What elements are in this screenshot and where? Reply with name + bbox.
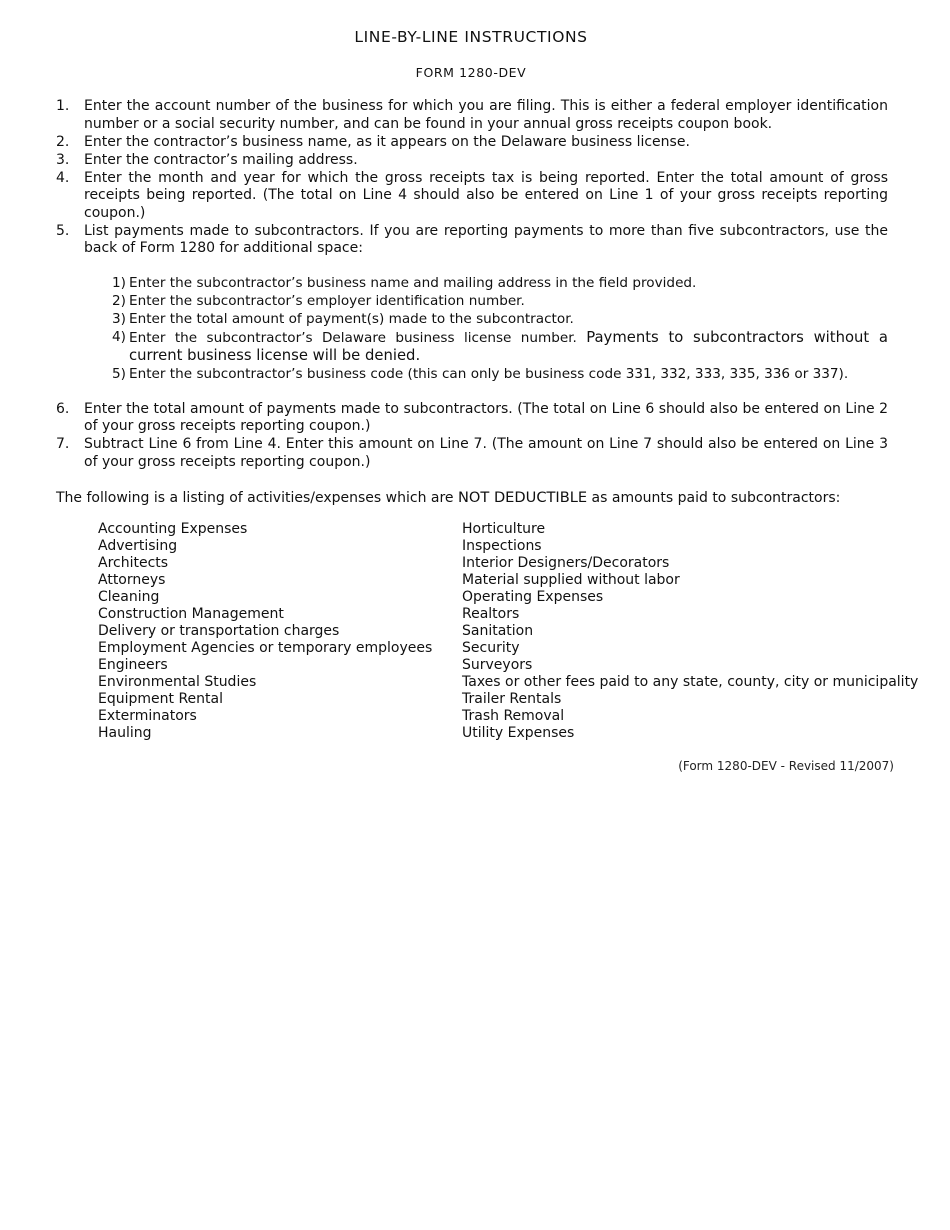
sub-step-4: [84, 329, 888, 366]
step-text: Enter the contractor’s mailing address.: [84, 151, 358, 168]
list-item: Taxes or other fees paid to any state, county, city or municipality: [462, 674, 919, 690]
sub-step-number: 1): [112, 274, 126, 291]
step-number: 4.: [56, 169, 70, 186]
sub-step-2: [84, 293, 888, 311]
list-item: Operating Expenses: [462, 589, 604, 605]
list-item: Trailer Rentals: [462, 691, 562, 707]
expenses-list-right: [462, 521, 919, 742]
sub-step-1: [84, 275, 888, 293]
list-item: Attorneys: [98, 572, 166, 588]
instruction-steps: [56, 98, 888, 472]
list-item: Hauling: [98, 725, 152, 741]
list-item: Architects: [98, 555, 169, 571]
sub-step-5: [84, 366, 888, 384]
step-text: Enter the contractor’s business name, as it appears on the Delaware business license.: [84, 133, 690, 150]
list-item: Environmental Studies: [98, 674, 257, 690]
sub-step-text: Enter the total amount of payment(s) made to the subcontractor.: [129, 310, 574, 327]
sub-step-number: 3): [112, 310, 126, 327]
step-4: [56, 170, 888, 223]
sub-step-number: 5): [112, 366, 126, 382]
license-warning: Payments to subcontractors without a current business license will be denied.: [129, 328, 888, 364]
list-item: Construction Management: [98, 606, 284, 622]
intro-text: as amounts paid to subcontractors:: [587, 490, 841, 506]
list-item: Interior Designers/Decorators: [462, 555, 670, 571]
list-item: Accounting Expenses: [98, 521, 248, 537]
step-text: Enter the account number of the business for which you are filing. This is either a federal employer identification number or a social security number, and can be found in your annual gross receipts coupon book.: [84, 98, 888, 132]
expenses-list-left: [98, 521, 448, 742]
sub-step-number: 2): [112, 292, 126, 309]
sub-step-text: Enter the subcontractor’s employer identification number.: [129, 292, 525, 309]
not-deductible-intro: [56, 489, 906, 507]
list-item: Advertising: [98, 538, 178, 554]
step-number: 1.: [56, 98, 70, 114]
step-7: [56, 436, 888, 471]
list-item: Realtors: [462, 606, 520, 622]
list-item: Equipment Rental: [98, 691, 223, 707]
step-2: [56, 134, 888, 152]
list-item: Employment Agencies or temporary employees: [98, 640, 433, 656]
step-6: [56, 401, 888, 436]
list-item: Delivery or transportation charges: [98, 623, 340, 639]
list-item: Material supplied without labor: [462, 572, 680, 588]
step-5: [56, 223, 888, 384]
form-id: FORM 1280-DEV: [415, 65, 527, 80]
list-item: Surveyors: [462, 657, 533, 673]
step-text: Enter the month and year for which the gross receipts tax is being reported. Enter the total amount of gross receipts being reported. (The total on Line 4 should also be entered on Line 1 of your gross receipts reporting coupon.): [84, 169, 888, 221]
step-number: 6.: [56, 400, 70, 417]
step-text: Enter the total amount of payments made to subcontractors. (The total on Line 6 should also be entered on Line 2 of your gross receipts reporting coupon.): [84, 400, 888, 434]
step-number: 7.: [56, 436, 70, 452]
step-number: 5.: [56, 222, 70, 239]
list-item: Cleaning: [98, 589, 160, 605]
step-3: [56, 152, 888, 170]
not-deductible-emphasis: NOT DEDUCTIBLE: [457, 489, 588, 506]
step-number: 2.: [56, 133, 70, 150]
step-number: 3.: [56, 151, 70, 168]
list-item: Sanitation: [462, 623, 534, 639]
list-item: Trash Removal: [462, 708, 565, 724]
sub-step-number: 4): [112, 328, 126, 345]
page-title: LINE-BY-LINE INSTRUCTIONS: [354, 28, 588, 46]
list-item: Exterminators: [98, 708, 197, 724]
sub-steps: [84, 275, 888, 384]
step-1: [56, 98, 888, 133]
sub-step-text: Enter the subcontractor’s business code (this can only be business code 331, 332, 333, 335, 336 or 337).: [129, 366, 849, 382]
list-item: Horticulture: [462, 521, 546, 537]
sub-step-3: [84, 311, 888, 329]
list-item: Security: [462, 640, 520, 656]
list-item: Utility Expenses: [462, 725, 575, 741]
step-text: List payments made to subcontractors. If you are reporting payments to more than five subcontractors, use the back of Form 1280 for additional space:: [84, 222, 888, 256]
sub-step-text: Enter the subcontractor’s Delaware business license number.: [129, 329, 587, 346]
sub-step-text: Enter the subcontractor’s business name and mailing address in the field provided.: [129, 274, 697, 291]
step-text: Subtract Line 6 from Line 4. Enter this amount on Line 7. (The amount on Line 7 should also be entered on Line 3 of your gross receipts reporting coupon.): [84, 436, 888, 470]
list-item: Inspections: [462, 538, 542, 554]
form-revision-note: (Form 1280-DEV - Revised 11/2007): [678, 759, 894, 773]
list-item: Engineers: [98, 657, 168, 673]
intro-text: The following is a listing of activities/expenses which are: [56, 490, 458, 506]
